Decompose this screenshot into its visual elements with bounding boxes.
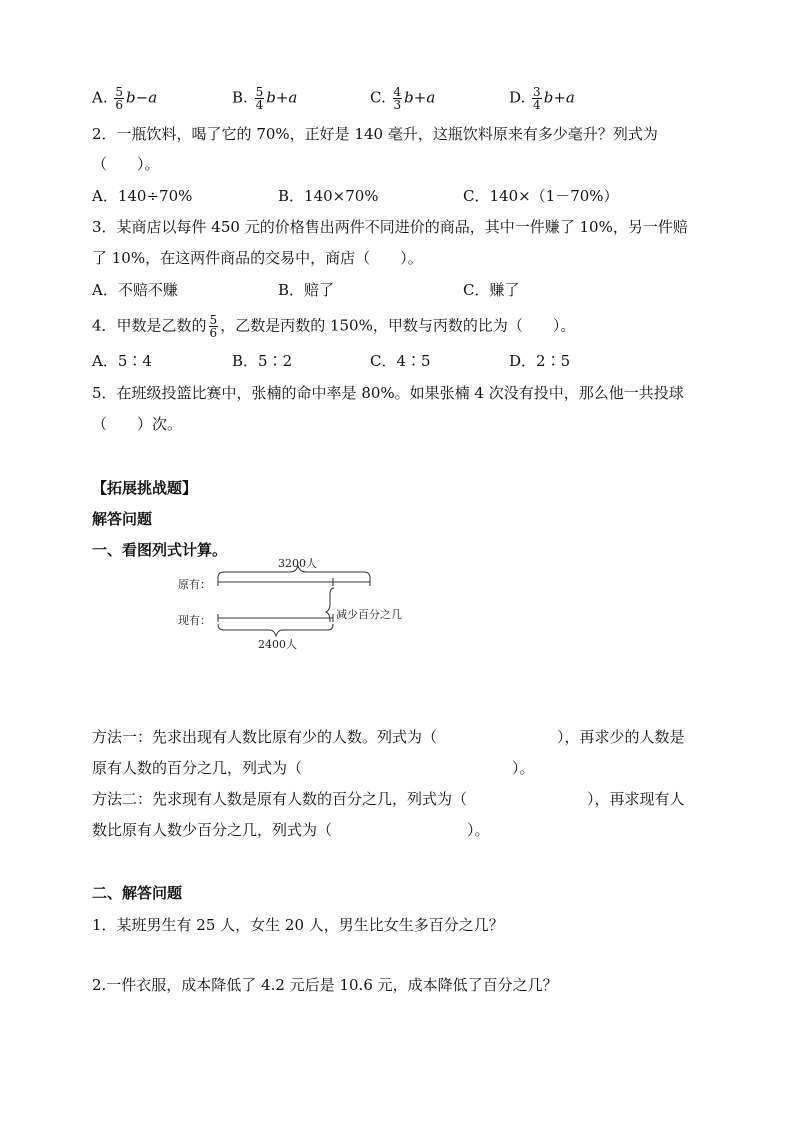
q2-text-line1: 2．一瓶饮料，喝了它的 70%，正好是 140 毫升，这瓶饮料原来有多少毫升？列式为 <box>92 125 658 143</box>
q1-option-b: B. $\frac{5}{4}$ b+a <box>232 85 298 112</box>
q5-text-line1: 5．在班级投篮比赛中，张楠的命中率是 80%。如果张楠 4 次没有投中，那么他一共投球 <box>92 384 684 402</box>
q4-text: 4．甲数是乙数的 $\frac{5}{6}$ ，乙数是丙数的 150%，甲数与丙数的比为（ ）。 <box>92 313 576 340</box>
q3-option-b: B．赔了 <box>278 281 335 299</box>
method1-line2: 原有人数的百分之几，列式为（ ）。 <box>92 759 535 777</box>
part2-heading: 二、解答问题 <box>92 884 183 902</box>
method1-line1: 方法一：先求出现有人数比原有少的人数。列式为（ ），再求少的人数是 <box>92 728 685 746</box>
q2-option-b: B．140×70% <box>278 187 379 205</box>
line-segment-diagram <box>178 556 438 656</box>
q4-option-a: A．5∶4 <box>92 352 152 370</box>
bottom-label: 2400人 <box>258 638 297 651</box>
method2-line2: 数比原有人数少百分之几，列式为（ ）。 <box>92 821 490 839</box>
q2-option-a: A．140÷70% <box>92 187 193 205</box>
q3-text-line2: 了 10%，在这两件商品的交易中，商店（ ）。 <box>92 249 423 267</box>
q1-option-d: D. $\frac{3}{4}$ b+a <box>509 85 575 112</box>
q4-option-d: D．2∶5 <box>509 352 571 370</box>
q3-option-c: C．赚了 <box>463 281 520 299</box>
original-label: 原有： <box>178 578 211 591</box>
part2-q1: 1．某班男生有 25 人，女生 20 人，男生比女生多百分之几？ <box>92 916 504 934</box>
q3-option-a: A．不赔不赚 <box>92 281 178 299</box>
current-label: 现有： <box>178 614 211 627</box>
q4-fraction: $\frac{5}{6}$ <box>209 313 218 340</box>
q3-text-line1: 3．某商店以每件 450 元的价格售出两件不同进价的商品，其中一件赚了 10%，另一件赔 <box>92 218 688 236</box>
q2-option-c: C．140×（1－70%） <box>463 187 619 205</box>
q5-text-line2: （ ）次。 <box>92 415 183 433</box>
q1-option-c: C. $\frac{4}{3}$ b+a <box>370 85 436 112</box>
method2-line1: 方法二：先求现有人数是原有人数的百分之几，列式为（ ），再求现有人 <box>92 790 685 808</box>
decrease-label: 减少百分之几 <box>336 608 402 621</box>
challenge-heading: 【拓展挑战题】 <box>92 479 198 497</box>
bottom-brace <box>218 624 333 636</box>
answer-questions-heading: 解答问题 <box>92 510 153 528</box>
part2-q2: 2.一件衣服，成本降低了 4.2 元后是 10.6 元，成本降低了百分之几？ <box>92 976 558 994</box>
q1-option-a: A. $\frac{5}{6}$ b−a <box>92 85 158 112</box>
q4-option-c: C．4∶5 <box>370 352 431 370</box>
top-label: 3200人 <box>278 557 317 570</box>
part1-heading: 一、看图列式计算。 <box>92 541 228 559</box>
q2-text-line2: （ ）。 <box>92 155 160 173</box>
q4-option-b: B．5∶2 <box>232 352 293 370</box>
